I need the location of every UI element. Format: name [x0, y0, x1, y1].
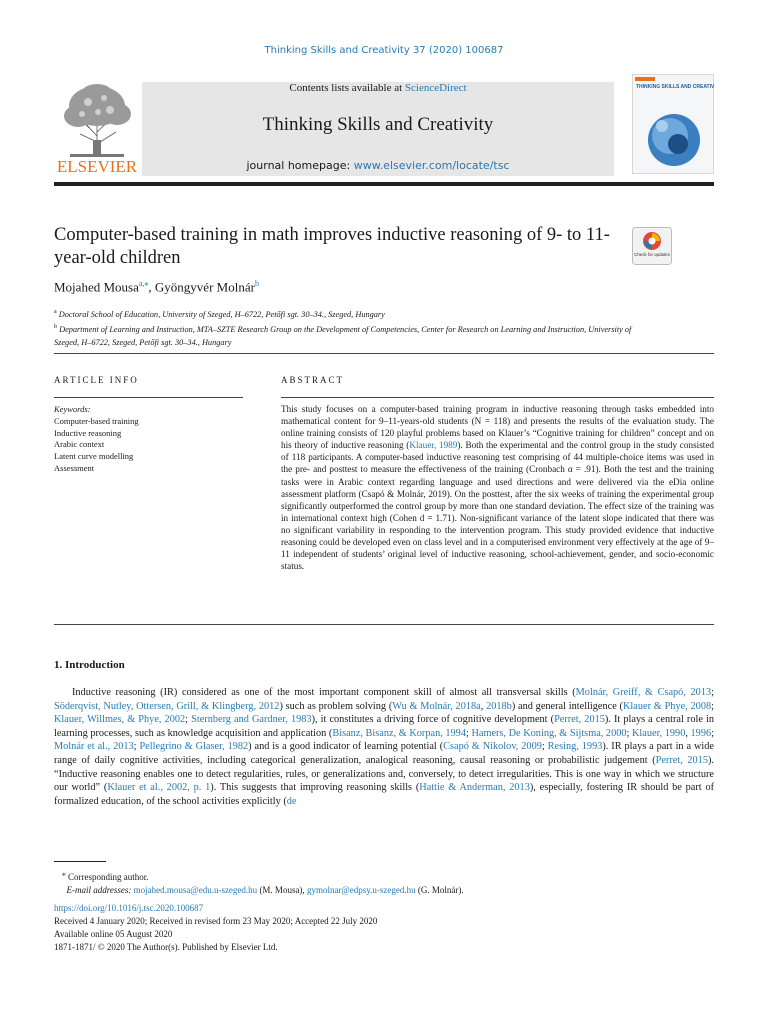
keyword-item: Computer-based training: [54, 415, 139, 426]
citation-link[interactable]: Perret, 2015: [655, 754, 708, 766]
affiliation-mark: a: [54, 309, 57, 315]
paragraph-text: ;: [711, 687, 714, 698]
paragraph-text: ) such as problem solving (: [279, 700, 393, 712]
affiliations: [54, 306, 634, 349]
affiliation-text: Doctoral School of Education, University of Szeged, H–6722, Petőfi sgt. 30–34., Szeged, Hungary: [58, 309, 385, 319]
introduction-paragraph: [54, 686, 714, 808]
paragraph-text: ;: [541, 741, 548, 753]
paragraph-text: ;: [626, 727, 632, 739]
journal-citation-link[interactable]: Thinking Skills and Creativity 37 (2020) 100687: [264, 45, 504, 56]
abstract-divider: [281, 397, 714, 398]
paragraph-text: ,: [685, 727, 691, 739]
footnotes: [62, 867, 464, 897]
paragraph-text: Inductive reasoning (IR) considered as one of the most important component skill of almost all transversal skills (: [72, 687, 576, 698]
check-updates-label: Check for updates: [634, 252, 670, 257]
citation-link[interactable]: Perret, 2015: [554, 714, 605, 726]
email-owner: (M. Mousa),: [257, 885, 307, 895]
author-separator: ,: [148, 279, 155, 295]
header-divider-thick: [54, 182, 714, 186]
paragraph-text: ). This suggests that improving reasoning skills (: [210, 782, 420, 794]
affiliation-mark: b: [54, 323, 57, 330]
check-for-updates-button[interactable]: [632, 227, 672, 265]
keywords-label: Keywords:: [54, 404, 91, 414]
homepage-line: [142, 159, 614, 172]
citation-link[interactable]: Molnár, Greiff, & Csapó, 2013: [575, 687, 712, 698]
journal-cover-thumbnail[interactable]: [632, 74, 714, 174]
abstract-text-part: This study focuses on a computer-based training program in inductive reasoning through tasks embedded into mathematical content for 9–11-years-old students (N = 118) and presents the results of the evaluation study. The online training consists of 120 playful problems based on Klauer’s “Cognitive training for children” concept and on his theory of inductive reasoning (: [281, 404, 714, 451]
paragraph-text: ;: [185, 714, 192, 726]
paragraph-text: ), it constitutes a driving force of cognitive development (: [311, 714, 555, 726]
citation-link[interactable]: Bisanz, Bisanz, & Korpan, 1994: [332, 727, 466, 739]
citation-link[interactable]: Csapó & Nikolov, 2009: [443, 741, 542, 753]
keyword-item: Assessment: [54, 462, 95, 473]
paragraph-text: ). It plays a central role in learning processes, such as knowledge acquisition and application (: [54, 714, 715, 739]
doi-link[interactable]: https://doi.org/10.1016/j.tsc.2020.100687: [54, 903, 204, 913]
citation-link[interactable]: de: [286, 795, 297, 807]
citation-link[interactable]: Molnár et al., 2013: [54, 741, 134, 753]
publication-info: [54, 902, 377, 954]
citation-link[interactable]: Sternberg and Gardner, 1983: [191, 714, 312, 726]
keywords-list: [54, 404, 139, 475]
journal-homepage-link[interactable]: www.elsevier.com/locate/tsc: [353, 159, 510, 172]
email-label: E-mail addresses:: [66, 885, 132, 895]
author-name[interactable]: Gyöngyvér Molnár: [154, 279, 255, 295]
available-online: Available online 05 August 2020: [54, 929, 173, 939]
abstract-text-part: ). Both the experimental and the control group in the study consisted of 118 participants. A computer-based inductive reasoning test comprising of 44 multiple-choice items was used in the pre- and posttest to measure the effectiveness of the training (Cronbach α = .91). Both the test and the training tasks were in Arabic context regarding language and used directions and were delivered via the eDia online assessment platform (Csapó & Molnár, 2019). On the posttest, after the six weeks of training the experimental group significantly outperformed the control group by more than one standard deviation. The effect size of the training was in international context high (Cohen d = 1.71). Non-significant variance of the latent slope indicated that there was no significant variability in responding to the intervention program. This study provided evidence that inductive reasoning could be developed even on class level and in a computerised environment very effectively at the age of 9–11 independent of students’ original level of inductive reasoning, school-achievement, gender, and socio-economic status.: [281, 440, 714, 572]
paragraph-text: ,: [480, 700, 487, 712]
paragraph-text: ) and is a good indicator of learning potential (: [248, 741, 444, 753]
footnote-divider: [54, 861, 106, 862]
email-link[interactable]: gymolnar@edpsy.u-szeged.hu: [306, 885, 416, 895]
author-affiliation-marks[interactable]: a,⁎: [138, 279, 149, 288]
email-addresses: [62, 884, 464, 897]
affiliation-a: [54, 306, 634, 321]
citation-link[interactable]: Klauer, Willmes, & Phye, 2002: [54, 714, 186, 726]
citation-link[interactable]: Klauer, 1989: [409, 440, 458, 451]
paragraph-text: ). “Inductive reasoning enables one to detect regularities, rules, or generalizations and, conversely, to detect irregularities. This is one way in which we structure our world” (: [54, 754, 714, 794]
abstract-end-divider: [54, 624, 714, 625]
keyword-item: Inductive reasoning: [54, 427, 122, 438]
author-name[interactable]: Mojahed Mousa: [54, 279, 139, 295]
author-affiliation-marks[interactable]: b: [254, 279, 259, 288]
elsevier-tree-icon: [54, 80, 140, 176]
email-link[interactable]: mojahed.mousa@edu.u-szeged.hu: [133, 885, 258, 895]
citation-link[interactable]: Klauer et al., 2002, p. 1: [107, 782, 211, 794]
citation-link[interactable]: Resing, 1993: [547, 741, 603, 753]
citation-link[interactable]: Pellegrino & Glaser, 1982: [139, 741, 249, 753]
citation-link[interactable]: Wu & Molnár, 2018a: [392, 700, 481, 712]
elsevier-logo: [54, 80, 140, 176]
section-heading-introduction: 1. Introduction: [54, 659, 125, 671]
paragraph-text: ;: [711, 700, 714, 712]
citation-link[interactable]: 1996: [690, 727, 712, 739]
homepage-prefix: journal homepage:: [246, 159, 354, 172]
abstract-heading: ABSTRACT: [281, 375, 345, 385]
keyword-item: Arabic context: [54, 439, 105, 450]
cover-title: THINKING SKILLS AND CREATIVITY: [636, 84, 714, 90]
received-dates: Received 4 January 2020; Received in revised form 23 May 2020; Accepted 22 July 2020: [54, 916, 378, 926]
email-owner: (G. Molnár).: [415, 885, 464, 895]
paragraph-text: ;: [465, 727, 472, 739]
paragraph-text: ;: [133, 741, 140, 753]
title-block-divider: [54, 353, 714, 354]
affiliation-text: Department of Learning and Instruction, MTA–SZTE Research Group on the Development of Competencies, Center for Research on Learning and Instruction, University of Szeged, H–6722, Szeged, Petőfi sgt. 30–34., Hungary: [54, 324, 632, 347]
keyword-item: Latent curve modelling: [54, 451, 134, 462]
paragraph-text: ) and general intelligence (: [511, 700, 623, 712]
article-title: Computer-based training in math improves inductive reasoning of 9- to 11-year-old children: [54, 225, 610, 268]
paragraph-text: ;: [711, 727, 714, 739]
corresponding-text: Corresponding author.: [68, 872, 149, 882]
author-list: [54, 279, 259, 295]
contents-prefix: Contents lists available at: [289, 82, 405, 94]
citation-link[interactable]: Söderqvist, Nutley, Ottersen, Grill, & Klingberg, 2012: [54, 700, 280, 712]
corresponding-author-note: [62, 867, 464, 884]
elsevier-wordmark: ELSEVIER: [56, 157, 138, 176]
paragraph-text: ), especially, fostering IR should be part of formalized education, of the school activities explicitly (: [54, 782, 715, 807]
citation-link[interactable]: Klauer & Phye, 2008: [623, 700, 712, 712]
citation-link[interactable]: Hamers, De Koning, & Sijtsma, 2000: [471, 727, 627, 739]
article-info-divider: [54, 397, 243, 398]
abstract-body: [281, 403, 714, 572]
paragraph-text: ). IR plays a part in a wide range of daily cognitive activities, including categorical generalization, analogical reasoning, causal reasoning or probabilistic judgement (: [54, 741, 715, 766]
copyright-line: 1871-1871/ © 2020 The Author(s). Published by Elsevier Ltd.: [54, 942, 278, 952]
citation-link[interactable]: 2018b: [486, 700, 512, 712]
contents-line: [142, 82, 614, 94]
sciencedirect-link[interactable]: ScienceDirect: [404, 82, 467, 94]
corresponding-mark: ⁎: [62, 869, 66, 878]
citation-link[interactable]: Hattie & Anderman, 2013: [419, 782, 530, 794]
journal-title: Thinking Skills and Creativity: [262, 114, 494, 135]
article-info-heading: ARTICLE INFO: [54, 375, 139, 385]
citation-link[interactable]: Klauer, 1990: [631, 727, 686, 739]
affiliation-b: [54, 321, 634, 349]
